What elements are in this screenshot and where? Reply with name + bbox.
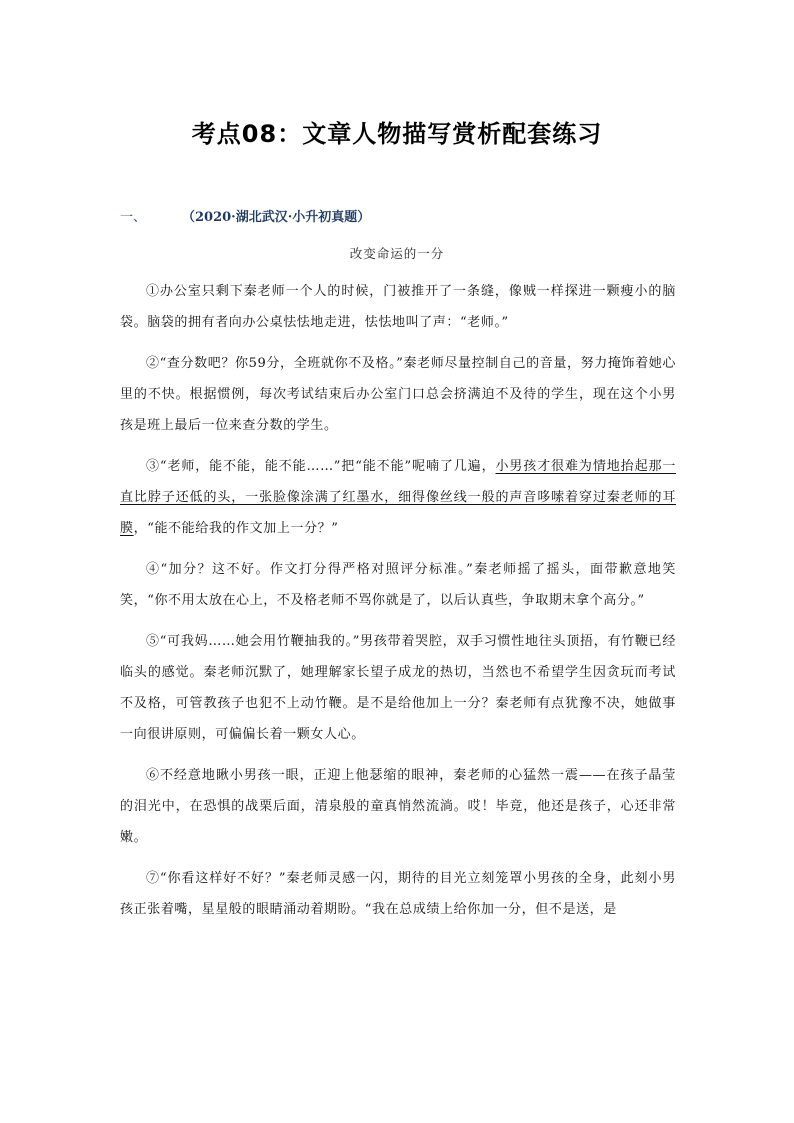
- question-header: [120, 206, 370, 225]
- underlined-sentence: 小男孩才很难为情地抬起那一直比脖子还低的头，一张脸像涂满了红墨水，细得像丝线一般的声音哆嗦着穿过秦老师的耳膜: [120, 459, 676, 536]
- paragraph-2: ②“查分数吧？你59分，全班就你不及格。”秦老师尽量控制自己的音量，努力掩饰着她心里的不快。根据惯例，每次考试结束后办公室门口总会挤满迫不及待的学生，现在这个小男孩是班上最后一位来查分数的学生。: [120, 356, 676, 433]
- document-title: 考点08：文章人物描写赏析配套练习: [191, 120, 603, 148]
- paragraph-3-tail: ，“能不能给我的作文加上一分？”: [133, 521, 339, 536]
- article-title: 改变命运的一分: [349, 246, 445, 261]
- paragraph-5: ⑤“可我妈……她会用竹鞭抽我的。”男孩带着哭腔，双手习惯性地往头顶捂，有竹鞭已经临头的感觉。秦老师沉默了，她理解家长望子成龙的热切，当然也不希望学生因贪玩而考试不及格，可管教孩子也犯不上动竹鞭。是不是给他加上一分？秦老师有点犹豫不决，她做事一向很讲原则，可偏偏长着一颗女人心。: [120, 634, 676, 742]
- question-source: （2020·湖北武汉·小升初真题）: [182, 210, 371, 225]
- paragraph-7: ⑦“你看这样好不好？”秦老师灵感一闪，期待的目光立刻笼罩小男孩的全身，此刻小男孩正张着嘴，星星般的眼睛涌动着期盼。“我在总成绩上给你加一分，但不是送，是: [120, 871, 676, 917]
- paragraph-3-lead: ③“老师，能不能，能不能……”把“能不能”呢喃了几遍，: [146, 459, 496, 474]
- paragraph-3: [120, 451, 676, 544]
- question-number: 一、: [120, 210, 147, 225]
- paragraph-1: ①办公室只剩下秦老师一个人的时候，门被推开了一条缝，像贼一样探进一颗瘦小的脑袋。脑袋的拥有者向办公桌怯怯地走进，怯怯地叫了声：“老师。”: [120, 284, 676, 330]
- paragraph-6: ⑥不经意地瞅小男孩一眼，正迎上他瑟缩的眼神，秦老师的心猛然一震——在孩子晶莹的泪光中，在恐惧的战栗后面，清泉般的童真悄然流淌。哎！毕竟，他还是孩子，心还非常嫩。: [120, 768, 676, 845]
- article-body: [120, 276, 676, 935]
- paragraph-4: ④“加分？这不好。作文打分得严格对照评分标准。”秦老师摇了摇头，面带歉意地笑笑，“你不用太放在心上，不及格老师不骂你就是了，以后认真些，争取期末拿个高分。”: [120, 562, 676, 608]
